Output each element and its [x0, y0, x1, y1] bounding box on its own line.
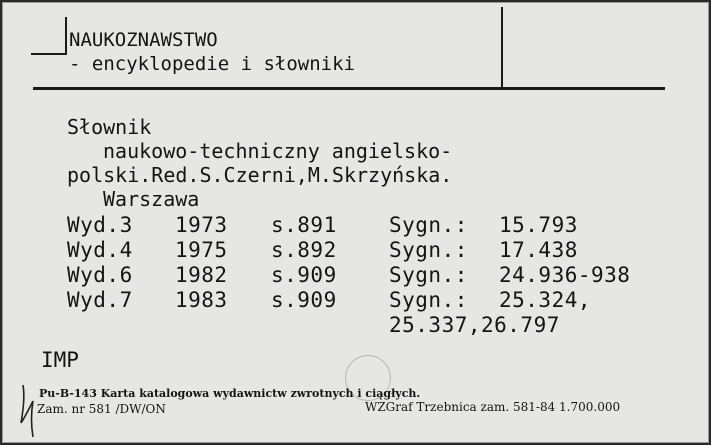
- entry-title-line-1: Słownik: [67, 115, 152, 139]
- footer-order-right: WZGraf Trzebnica zam. 581-84 1.700.000: [365, 400, 621, 414]
- edition-pages: s.909: [271, 288, 337, 312]
- edition-year: 1975: [175, 238, 228, 262]
- edition-number: Wyd.6: [67, 263, 133, 287]
- subsubject-heading: - encyklopedie i słowniki: [69, 53, 355, 75]
- edition-year: 1983: [175, 288, 228, 312]
- edition-year: 1973: [175, 213, 228, 237]
- right-vertical-rule: [501, 7, 503, 89]
- catalog-card: [2, 2, 709, 443]
- sygn-value: 24.936-938: [499, 263, 631, 287]
- edition-number: Wyd.4: [67, 238, 133, 262]
- sygn-label: Sygn.:: [389, 213, 468, 237]
- edition-number: Wyd.3: [67, 213, 133, 237]
- sygn-value: 17.438: [499, 238, 578, 262]
- edition-pages: s.891: [271, 213, 337, 237]
- entry-place: Warszawa: [103, 187, 200, 211]
- edition-pages: s.909: [271, 263, 337, 287]
- edition-year: 1982: [175, 263, 228, 287]
- entry-title-line-3: polski.Red.S.Czerni,M.Skrzyńska.: [67, 163, 453, 187]
- subject-underline: [31, 53, 67, 55]
- sygn-value: 15.793: [499, 213, 578, 237]
- footer-order-left: Zam. nr 581 /DW/ON: [37, 402, 166, 416]
- header-rule: [33, 87, 665, 90]
- sygn-label: Sygn.:: [389, 238, 468, 262]
- subject-heading: NAUKOZNAWSTWO: [69, 29, 218, 51]
- footer-form-line: Pu-B-143 Karta katalogowa wydawnictw zwrotnych i ciągłych.: [39, 387, 421, 400]
- sygn-label: Sygn.:: [389, 288, 468, 312]
- sygn-label: Sygn.:: [389, 263, 468, 287]
- sygn-value: 25.324,: [499, 288, 592, 312]
- sygn-continuation: 25.337,26.797: [389, 313, 560, 337]
- imp-stamp: IMP: [41, 348, 79, 372]
- edition-number: Wyd.7: [67, 288, 133, 312]
- edition-pages: s.892: [271, 238, 337, 262]
- entry-title-line-2: naukowo-techniczny angielsko-: [103, 139, 453, 163]
- left-vertical-rule: [65, 17, 67, 55]
